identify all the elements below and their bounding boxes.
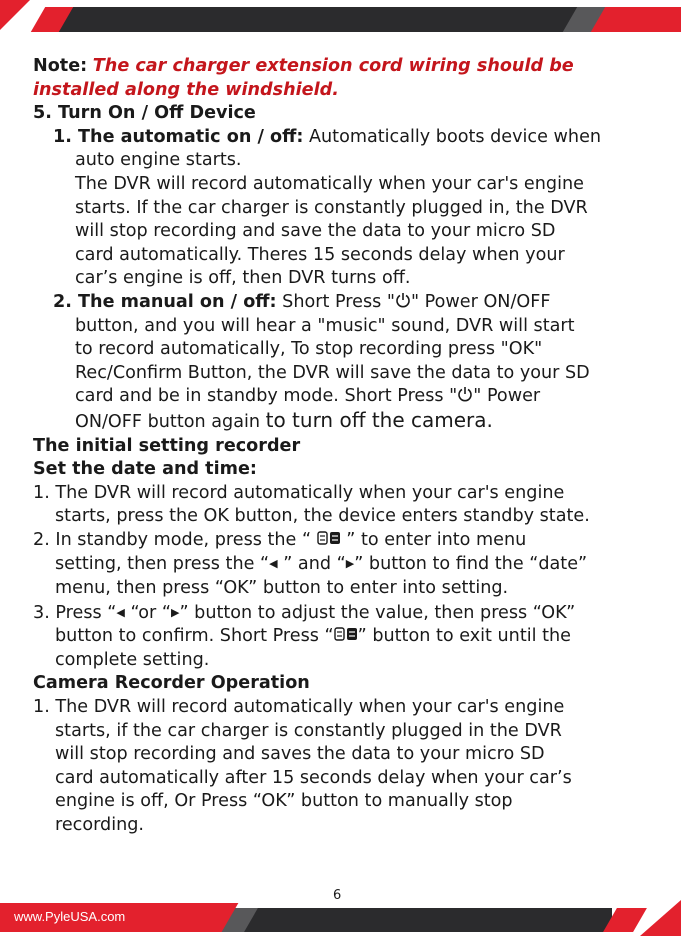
automatic-on-off-title: 1. The automatic on / off:	[53, 126, 304, 147]
automatic-on-off-text: Automatically boots device when	[303, 126, 602, 147]
manual-line	[33, 385, 663, 409]
camera-line: 1. The DVR will record automatically when your car's engine	[33, 697, 565, 718]
step-2	[33, 529, 663, 553]
step-2-cont	[33, 552, 663, 577]
right-arrow-icon: ▶	[171, 605, 180, 619]
manual-text: Short Press "	[276, 291, 395, 312]
header-band	[0, 0, 681, 40]
note-text-line2: installed along the windshield.	[33, 79, 339, 100]
automatic-para-line: card automatically. Theres 15 seconds delay when your	[75, 244, 565, 265]
automatic-para-line: The DVR will record automatically when your car's engine	[75, 173, 584, 194]
manual-text: ON/OFF button again	[75, 411, 266, 432]
manual-line: Rec/Confirm Button, the DVR will save the data to your SD	[75, 362, 590, 383]
camera-line: recording.	[55, 815, 144, 835]
menu-icon	[317, 531, 341, 545]
header-dark-bar	[52, 7, 612, 32]
power-icon	[395, 292, 411, 308]
note-text: The car charger extension cord wiring should be	[92, 56, 574, 76]
step-2-cont: menu, then press “OK” button to enter into setting.	[55, 578, 509, 599]
menu-icon	[334, 627, 358, 641]
manual-line: to record automatically, To stop recording press "OK"	[75, 339, 543, 360]
camera-line: engine is off, Or Press “OK” button to manually stop	[55, 791, 513, 812]
manual-text: " Power ON/OFF	[410, 291, 551, 312]
page-content	[33, 55, 663, 838]
step-3	[33, 601, 663, 626]
manual-text: card and be in standby mode. Short Press "	[75, 386, 458, 407]
left-arrow-icon: ◀	[269, 557, 278, 571]
header-red-block	[612, 7, 681, 32]
step-3-cont	[33, 625, 663, 649]
manual-text: " Power	[473, 386, 541, 407]
step-1-cont: starts, press the OK button, the device enters standby state.	[55, 506, 590, 527]
header-red-corner	[0, 0, 30, 30]
automatic-on-off-item	[33, 126, 663, 150]
section-heading-initial-setting: The initial setting recorder	[33, 435, 301, 456]
left-arrow-icon: ◀	[116, 605, 125, 619]
step-3-text: 3. Press “	[33, 602, 117, 623]
manual-text-large: to turn off the camera.	[265, 407, 493, 432]
footer-url[interactable]: www.PyleUSA.com	[14, 909, 126, 924]
camera-line: card automatically after 15 seconds delay when your car’s	[55, 767, 572, 788]
step-1: 1. The DVR will record automatically when your car's engine	[33, 482, 565, 503]
automatic-para-line: will stop recording and save the data to your micro SD	[75, 221, 556, 242]
footer-red-corner	[640, 900, 681, 936]
section-heading-turn-on-off: 5. Turn On / Off Device	[33, 103, 256, 124]
note	[33, 55, 663, 79]
step-3-text: ” button to adjust the value, then press “OK”	[179, 602, 576, 623]
manual-line: button, and you will hear a "music" sound, DVR will start	[75, 315, 575, 336]
note-label: Note:	[33, 56, 88, 76]
camera-line: starts, if the car charger is constantly plugged in the DVR	[55, 720, 562, 741]
step-2-text: ” to enter into menu	[340, 529, 527, 550]
step-3-text: button to confirm. Short Press “	[55, 626, 334, 647]
footer-dark-bar	[232, 908, 612, 932]
page-number: 6	[333, 888, 342, 903]
step-2-text: ” and “	[277, 554, 346, 575]
step-2-text: ” button to find the “date”	[354, 554, 588, 575]
section-heading-camera-recorder: Camera Recorder Operation	[33, 673, 310, 694]
footer-band	[0, 900, 681, 936]
step-2-text: setting, then press the “	[55, 554, 270, 575]
power-icon	[457, 386, 473, 402]
step-3-text: “or “	[124, 602, 171, 623]
right-arrow-icon: ▶	[345, 557, 355, 571]
manual-on-off-item	[33, 291, 663, 315]
manual-on-off-title: 2. The manual on / off:	[53, 291, 277, 312]
camera-line: will stop recording and saves the data to your micro SD	[55, 744, 545, 765]
automatic-para-line: starts. If the car charger is constantly plugged in, the DVR	[75, 197, 588, 218]
subheading-date-time: Set the date and time:	[33, 459, 257, 480]
step-3-text: ” button to exit until the	[357, 626, 571, 647]
step-3-cont: complete setting.	[55, 649, 210, 670]
step-2-text: 2. In standby mode, press the “	[33, 529, 317, 550]
automatic-para-line: car’s engine is off, then DVR turns off.	[75, 268, 411, 289]
manual-line	[33, 409, 663, 435]
automatic-on-off-text-2: auto engine starts.	[75, 150, 242, 171]
